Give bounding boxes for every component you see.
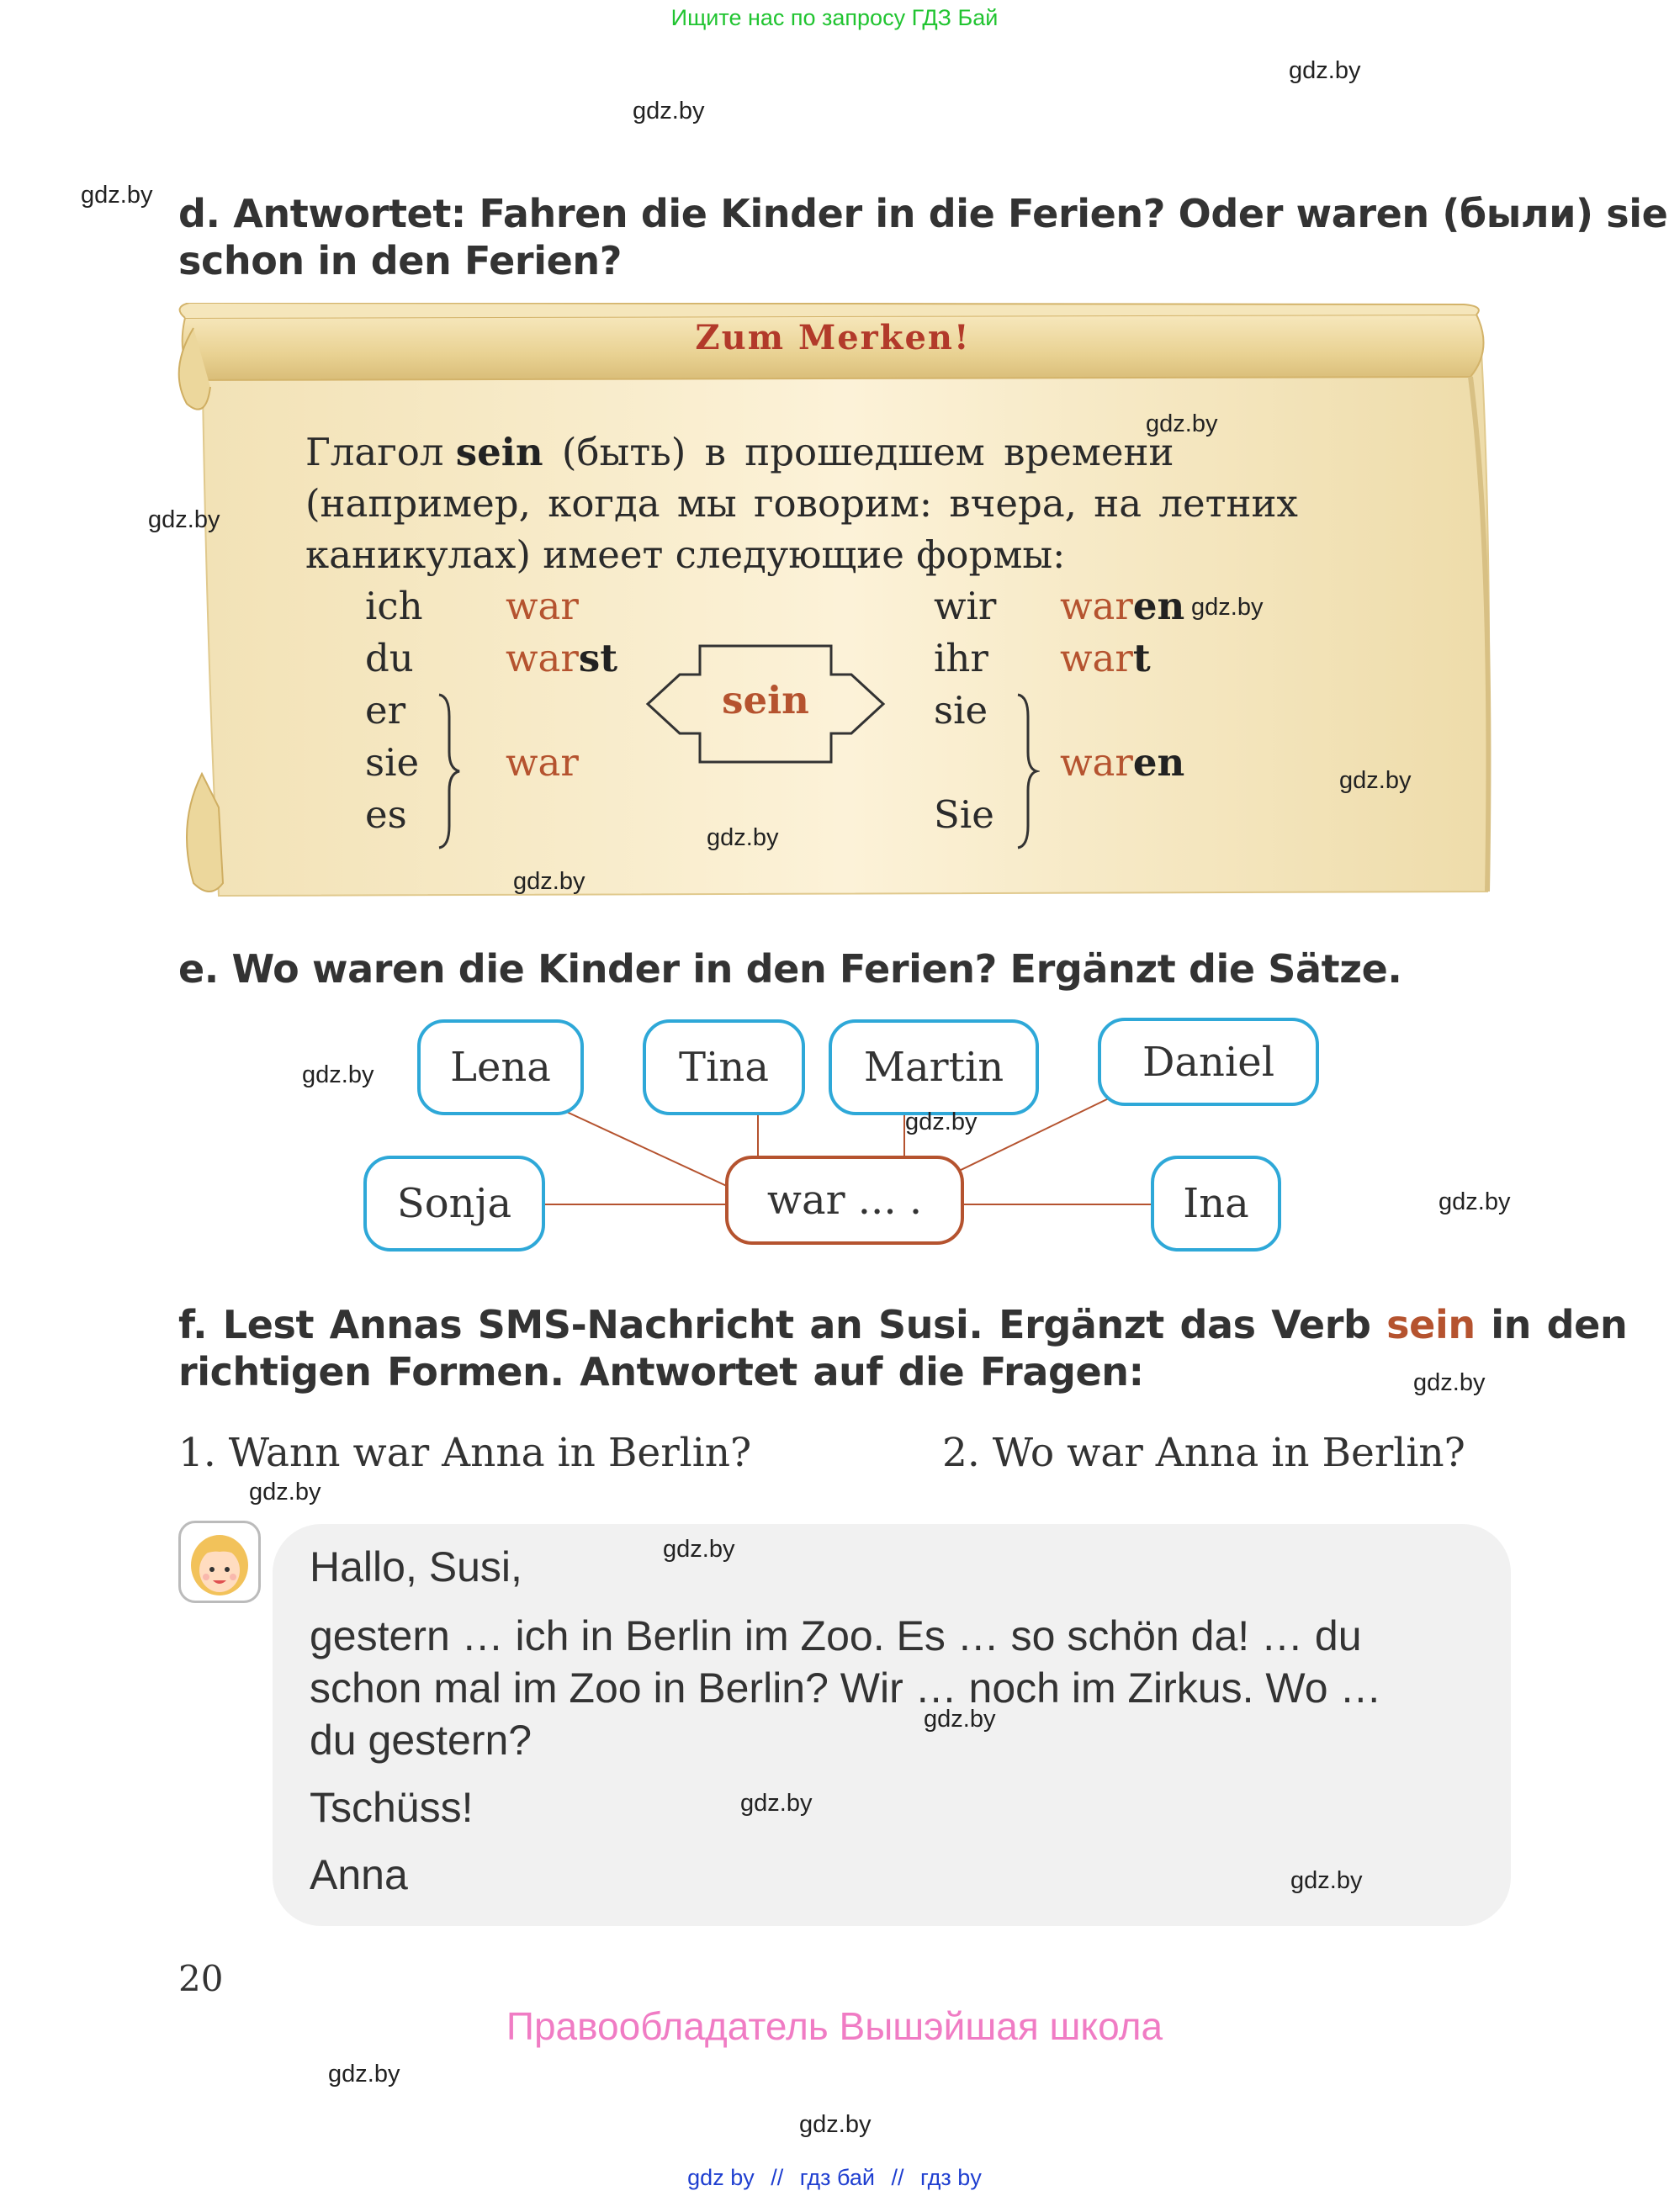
watermark: gdz.by <box>1289 57 1361 84</box>
pronoun-du: du <box>365 636 414 680</box>
pronoun-es: es <box>365 792 407 837</box>
form-waren-group: waren <box>1060 740 1185 785</box>
watermark: gdz.by <box>328 2061 400 2088</box>
watermark: gdz.by <box>1439 1188 1511 1215</box>
name-bubble-martin: Martin <box>829 1019 1039 1115</box>
rule-line-2: (например, когда мы говорим: вчера, на летних <box>305 481 1298 526</box>
watermark: gdz.by <box>1290 1867 1363 1894</box>
task-f-line2: richtigen Formen. Antwortet auf die Fragen: <box>178 1349 1144 1394</box>
task-d-heading <box>178 190 1667 284</box>
watermark: gdz.by <box>905 1109 978 1135</box>
rule-keyword-sein: sein <box>455 430 543 474</box>
pronoun-ihr: ihr <box>934 636 988 680</box>
watermark: gdz.by <box>924 1706 996 1733</box>
name-bubble-tina: Tina <box>643 1019 805 1115</box>
task-e-heading: e. Wo waren die Kinder in den Ferien? Ergänzt die Sätze. <box>178 946 1402 992</box>
rule-line-3: каникулах) имеет следующие формы: <box>305 532 1066 577</box>
page-number: 20 <box>178 1958 224 1999</box>
footer-link-gdz-bai[interactable]: гдз бай <box>799 2165 875 2190</box>
footer-separator: // <box>891 2165 904 2190</box>
name-bubble-daniel: Daniel <box>1098 1018 1319 1106</box>
form-war: war <box>506 584 579 628</box>
message-closing: Tschüss! <box>310 1784 474 1831</box>
zum-merken-title: Zum Merken! <box>695 318 971 357</box>
watermark: gdz.by <box>1339 767 1412 794</box>
watermark: gdz.by <box>740 1790 813 1817</box>
watermark: gdz.by <box>1413 1369 1486 1396</box>
form-warst: warst <box>506 636 617 680</box>
task-f-verb: sein <box>1386 1302 1476 1347</box>
footer-separator: // <box>771 2165 784 2190</box>
task-f-line1: f. Lest Annas SMS-Nachricht an Susi. Ergänzt das Verb sein in den <box>178 1302 1628 1347</box>
question-1: 1. Wann war Anna in Berlin? <box>178 1430 752 1476</box>
center-sein: sein <box>722 678 809 722</box>
watermark: gdz.by <box>1146 410 1218 437</box>
watermark: gdz.by <box>1191 594 1264 621</box>
avatar <box>178 1521 261 1603</box>
question-2: 2. Wo war Anna in Berlin? <box>942 1430 1465 1476</box>
pronoun-er: er <box>365 688 406 733</box>
top-banner: Ищите нас по запросу ГДЗ Бай <box>670 5 999 30</box>
footer-link-gdz-by-cyr[interactable]: гдз by <box>920 2165 982 2190</box>
pronoun-ich: ich <box>365 584 423 628</box>
pronoun-sie-plural: sie <box>934 688 988 733</box>
footer-links <box>0 2165 1669 2191</box>
task-d-line2: schon in den Ferien? <box>178 238 623 283</box>
center-bubble-war: war ... . <box>725 1156 964 1245</box>
task-f-heading <box>178 1301 1627 1395</box>
name-bubble-lena: Lena <box>417 1019 584 1115</box>
watermark: gdz.by <box>663 1536 735 1563</box>
message-body-1: gestern … ich in Berlin im Zoo. Es … so schön da! … du <box>310 1612 1362 1659</box>
pronoun-wir: wir <box>934 584 997 628</box>
form-waren: waren <box>1060 584 1185 628</box>
girl-avatar-icon <box>181 1523 258 1601</box>
pronoun-sie: sie <box>365 740 420 785</box>
name-bubble-ina: Ina <box>1151 1156 1281 1252</box>
watermark: gdz.by <box>148 506 220 533</box>
message-greeting: Hallo, Susi, <box>310 1543 522 1590</box>
copyright: Правообладатель Вышэйшая школа <box>506 2004 1163 2048</box>
watermark: gdz.by <box>81 182 153 209</box>
name-bubble-sonja: Sonja <box>363 1156 545 1252</box>
message-signature: Anna <box>310 1851 408 1898</box>
watermark: gdz.by <box>513 868 585 895</box>
watermark: gdz.by <box>302 1061 374 1088</box>
message-body-3: du gestern? <box>310 1717 532 1764</box>
footer-link-gdz-by[interactable]: gdz by <box>687 2165 755 2190</box>
watermark: gdz.by <box>799 2111 872 2138</box>
task-d-line1: d. Antwortet: Fahren die Kinder in die Ferien? Oder waren (были) sie <box>178 191 1668 236</box>
message-body-2: schon mal im Zoo in Berlin? Wir … noch im Zirkus. Wo … <box>310 1664 1382 1712</box>
form-wart: wart <box>1060 636 1151 680</box>
watermark: gdz.by <box>633 98 705 124</box>
pronoun-Sie-formal: Sie <box>934 792 994 837</box>
watermark: gdz.by <box>707 824 779 851</box>
brace-right <box>1006 691 1040 851</box>
watermark: gdz.by <box>249 1479 321 1506</box>
brace-left <box>431 691 464 851</box>
rule-line-1: Глагол sein (быть) в прошедшем времени <box>305 430 1174 474</box>
form-war-group: war <box>506 740 579 785</box>
